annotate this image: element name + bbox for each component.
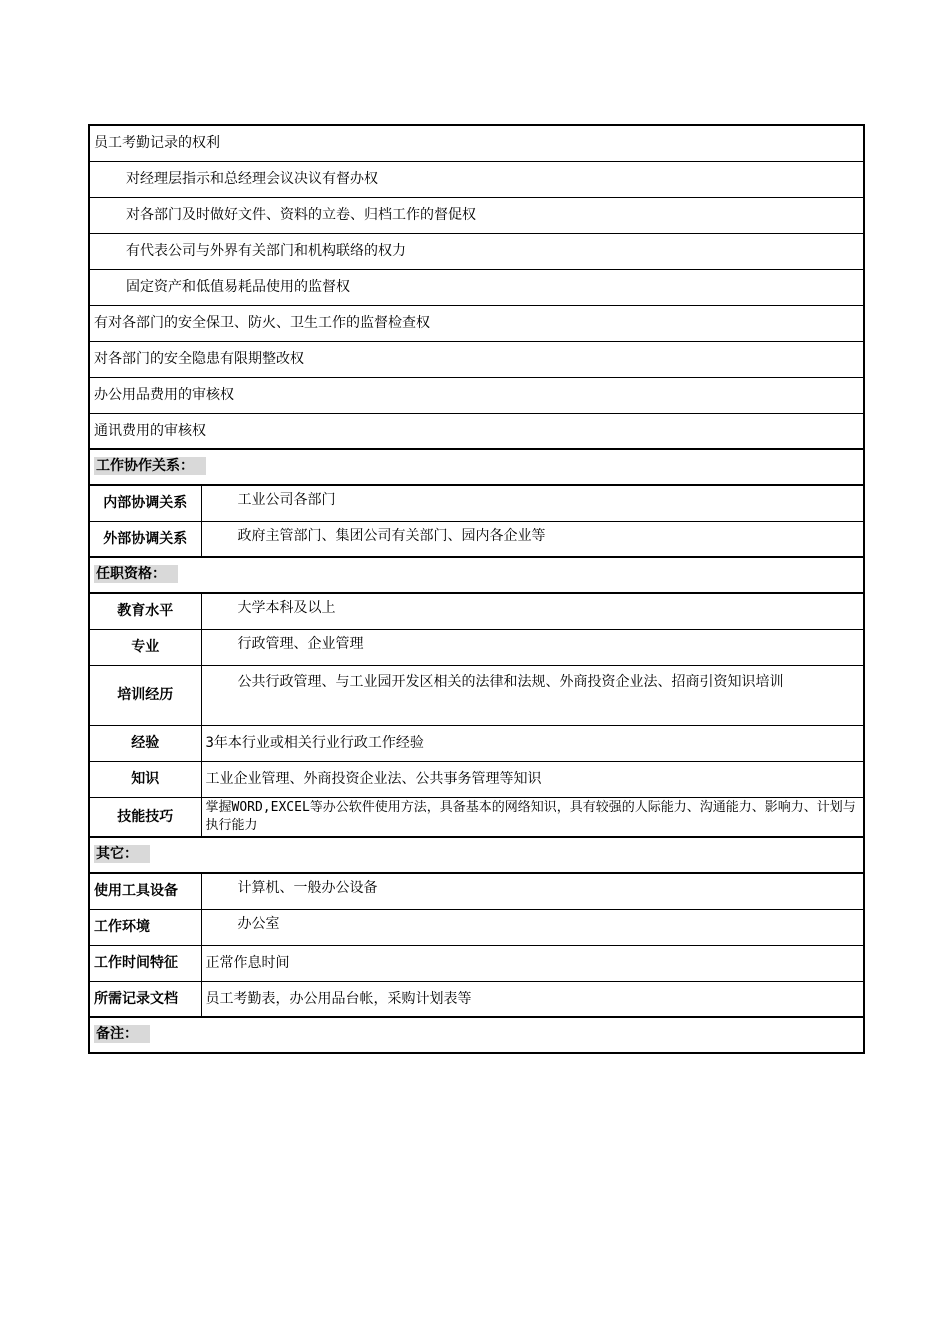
row-label: 内部协调关系 <box>89 485 201 521</box>
row-label: 知识 <box>89 761 201 797</box>
section-title: 备注： <box>94 1025 150 1043</box>
qualification-row <box>89 797 864 837</box>
cooperation-row <box>89 485 864 521</box>
other-row <box>89 873 864 909</box>
row-label: 专业 <box>89 629 201 665</box>
row-value: 工业企业管理、外商投资企业法、公共事务管理等知识 <box>201 761 864 797</box>
row-label: 技能技巧 <box>89 797 201 837</box>
authority-row <box>89 377 864 413</box>
row-label: 外部协调关系 <box>89 521 201 557</box>
row-value: 大学本科及以上 <box>201 593 864 629</box>
section-title: 任职资格： <box>94 565 178 583</box>
row-label: 经验 <box>89 725 201 761</box>
qualification-row <box>89 665 864 725</box>
section-title: 工作协作关系： <box>94 457 206 475</box>
row-value: 正常作息时间 <box>201 945 864 981</box>
authority-text: 办公用品费用的审核权 <box>89 377 864 413</box>
authority-text: 对各部门的安全隐患有限期整改权 <box>89 341 864 377</box>
qualification-row <box>89 725 864 761</box>
qualification-row <box>89 593 864 629</box>
authority-text: 有对各部门的安全保卫、防火、卫生工作的监督检查权 <box>89 305 864 341</box>
authority-text: 有代表公司与外界有关部门和机构联络的权力 <box>89 233 864 269</box>
authority-row <box>89 413 864 449</box>
row-value: 3年本行业或相关行业行政工作经验 <box>201 725 864 761</box>
row-value: 办公室 <box>201 909 864 945</box>
authority-row <box>89 161 864 197</box>
row-label: 所需记录文档 <box>89 981 201 1017</box>
authority-row <box>89 269 864 305</box>
section-other <box>89 837 864 873</box>
other-row <box>89 909 864 945</box>
row-value: 工业公司各部门 <box>201 485 864 521</box>
section-qualification <box>89 557 864 593</box>
row-label: 工作环境 <box>89 909 201 945</box>
row-value: 行政管理、企业管理 <box>201 629 864 665</box>
job-description-table <box>88 124 865 1054</box>
authority-text: 对经理层指示和总经理会议决议有督办权 <box>89 161 864 197</box>
authority-text: 对各部门及时做好文件、资料的立卷、归档工作的督促权 <box>89 197 864 233</box>
row-value: 政府主管部门、集团公司有关部门、园内各企业等 <box>201 521 864 557</box>
other-row <box>89 945 864 981</box>
row-value: 员工考勤表，办公用品台帐，采购计划表等 <box>201 981 864 1017</box>
section-cooperation <box>89 449 864 485</box>
authority-row <box>89 305 864 341</box>
authority-row <box>89 197 864 233</box>
row-label: 教育水平 <box>89 593 201 629</box>
row-value: 公共行政管理、与工业园开发区相关的法律和法规、外商投资企业法、招商引资知识培训 <box>201 665 864 725</box>
qualification-row <box>89 629 864 665</box>
authority-text: 固定资产和低值易耗品使用的监督权 <box>89 269 864 305</box>
authority-row <box>89 341 864 377</box>
row-value: 掌握WORD,EXCEL等办公软件使用方法，具备基本的网络知识，具有较强的人际能力、沟通能力、影响力、计划与执行能力 <box>201 797 864 837</box>
authority-row <box>89 125 864 161</box>
authority-text: 通讯费用的审核权 <box>89 413 864 449</box>
section-title: 其它： <box>94 845 150 863</box>
cooperation-row <box>89 521 864 557</box>
row-label: 培训经历 <box>89 665 201 725</box>
row-label: 使用工具设备 <box>89 873 201 909</box>
row-value: 计算机、一般办公设备 <box>201 873 864 909</box>
qualification-row <box>89 761 864 797</box>
authority-text: 员工考勤记录的权利 <box>89 125 864 161</box>
row-label: 工作时间特征 <box>89 945 201 981</box>
section-remarks <box>89 1017 864 1053</box>
other-row <box>89 981 864 1017</box>
authority-row <box>89 233 864 269</box>
